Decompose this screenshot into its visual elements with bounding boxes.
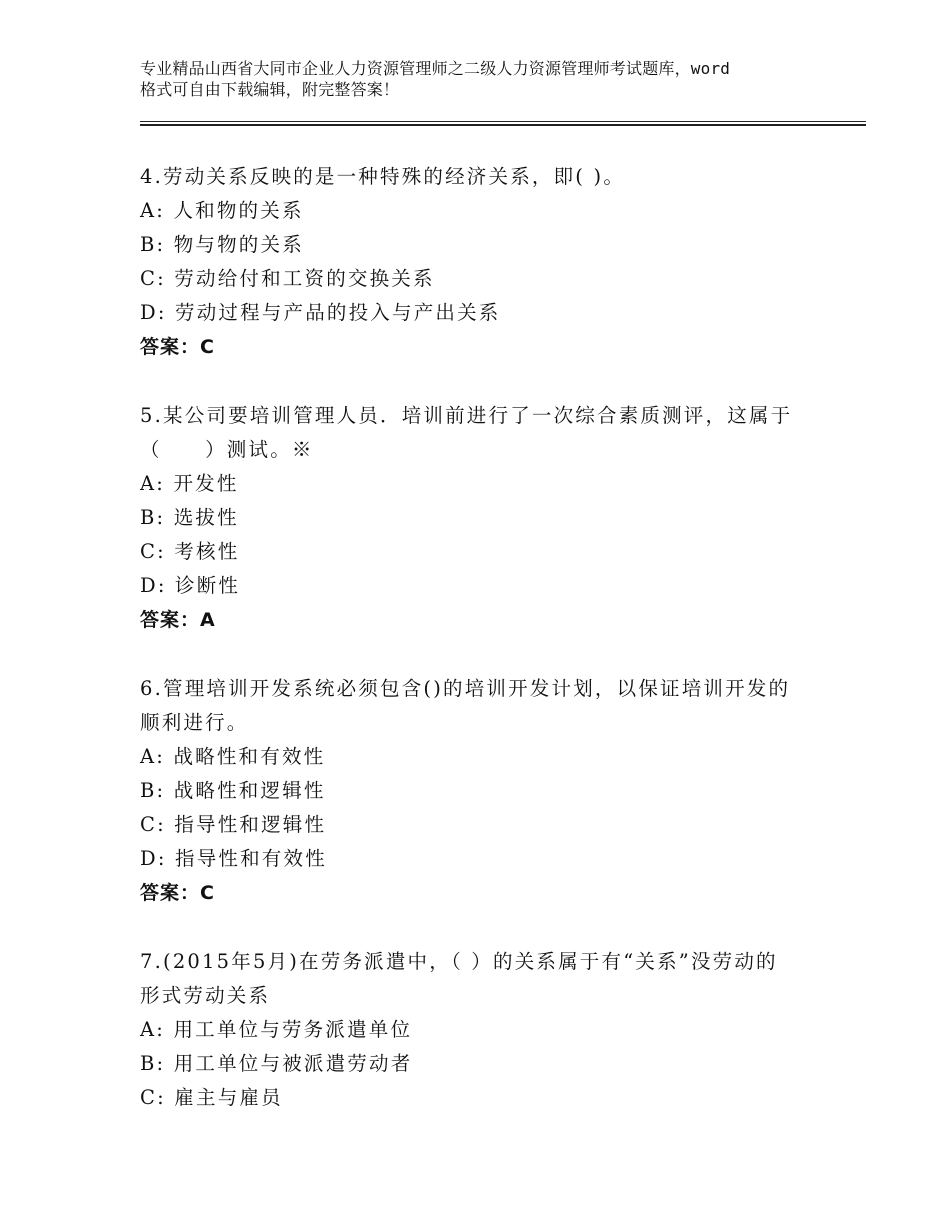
document-header (140, 58, 830, 100)
option-c: C: 劳动给付和工资的交换关系 (140, 267, 435, 290)
question-list (140, 160, 840, 1150)
option-a: A: 用工单位与劳务派遣单位 (140, 1018, 413, 1041)
option-b: B: 选拔性 (140, 506, 239, 529)
question-7 (140, 945, 840, 1115)
header-title-line-1: 专业精品山西省大同市企业人力资源管理师之二级人力资源管理师考试题库，word (140, 59, 731, 78)
question-stem-line: 4.劳动关系反映的是一种特殊的经济关系，即( )。 (140, 165, 626, 188)
header-title-line-2: 格式可自由下载编辑，附完整答案！ (140, 80, 400, 99)
option-b: B: 物与物的关系 (140, 233, 304, 256)
header-divider-thick (140, 124, 866, 126)
question-stem-line: （ ）测试。※ (140, 438, 314, 461)
option-b: B: 用工单位与被派遣劳动者 (140, 1052, 413, 1075)
option-c: C: 雇主与雇员 (140, 1086, 283, 1109)
question-5 (140, 399, 840, 637)
option-a: A: 开发性 (140, 472, 239, 495)
option-c: C: 指导性和逻辑性 (140, 813, 327, 836)
question-stem-line: 6.管理培训开发系统必须包含()的培训开发计划，以保证培训开发的 (140, 677, 791, 700)
option-d: D: 诊断性 (140, 574, 241, 597)
question-stem-line: 7.(2015年5月)在劳务派遣中，（ ）的关系属于有“关系”没劳动的 (140, 950, 778, 973)
question-6 (140, 672, 840, 910)
answer-label: 答案：C (140, 336, 215, 358)
question-stem-line: 形式劳动关系 (140, 984, 271, 1007)
option-a: A: 人和物的关系 (140, 199, 304, 222)
question-4 (140, 160, 840, 364)
header-divider-thin (140, 121, 866, 122)
option-c: C: 考核性 (140, 540, 240, 563)
question-stem-line: 5.某公司要培训管理人员．培训前进行了一次综合素质测评，这属于 (140, 404, 793, 427)
answer-label: 答案：A (140, 609, 216, 631)
question-stem-line: 顺利进行。 (140, 711, 249, 734)
option-d: D: 劳动过程与产品的投入与产出关系 (140, 301, 501, 324)
answer-label: 答案：C (140, 882, 215, 904)
option-a: A: 战略性和有效性 (140, 745, 326, 768)
option-d: D: 指导性和有效性 (140, 847, 327, 870)
option-b: B: 战略性和逻辑性 (140, 779, 326, 802)
